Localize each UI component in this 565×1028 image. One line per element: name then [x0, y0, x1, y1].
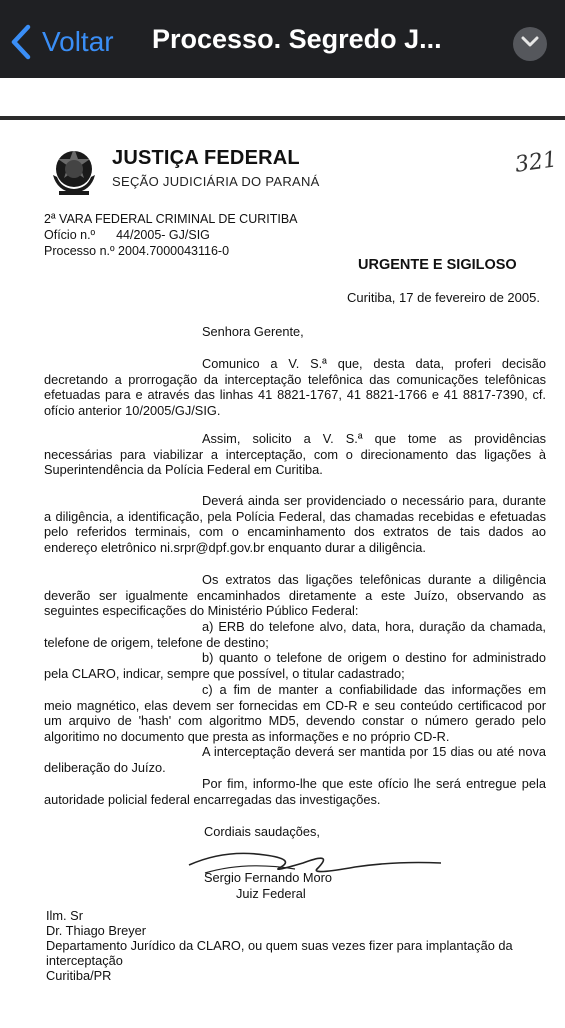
urgency-label: URGENTE E SIGILOSO [358, 257, 517, 273]
address-line-4: interceptação [46, 953, 123, 968]
oficio-value: 44/2005- GJ/SIG [116, 228, 210, 242]
list-item-a: a) ERB do telefone alvo, data, hora, duração da chamada, telefone de origem, telefone de destino; [44, 619, 546, 650]
list-item-b: b) quanto o telefone de origem o destino for administrado pela CLARO, indicar, sempre que possível, o titular cadastrado; [44, 650, 546, 681]
organization-name: JUSTIÇA FEDERAL [112, 147, 300, 169]
list-item-c: c) a fim de manter a confiabilidade das informações em meio magnético, elas devem ser fornecidas em CD-R e seu conteúdo certificacod por um arquivo de 'hash' com algoritmo MD5, devendo constar o número gerado pelo algoritimo no documento que presta as informações e no próprio CD-R. [44, 682, 546, 744]
navigation-bar [0, 0, 565, 78]
oficio-line [44, 228, 210, 242]
oficio-label: Ofício n.º [44, 228, 96, 242]
address-line-5: Curitiba/PR [46, 968, 112, 983]
chevron-left-icon [10, 24, 32, 60]
paragraph-1: Comunico a V. S.ª que, desta data, proferi decisão decretando a prorrogação da interceptação telefônica das comunicações telefônicas efetuadas para e através das linhas 41 8821-1767, 41 8821-1766 e 41 8817-7390, cf. ofício anterior 10/2005/GJ/SIG. [44, 356, 546, 418]
paragraph-4: Os extratos das ligações telefônicas durante a diligência deverão ser igualmente encaminhados diretamente a este Juízo, observando as seguintes especificações do Ministério Público Federal: [44, 572, 546, 618]
address-line-1: Ilm. Sr [46, 908, 83, 923]
organization-subtitle: SEÇÃO JUDICIÁRIA DO PARANÁ [112, 174, 320, 189]
page-title: Processo. Segredo J... [152, 24, 442, 54]
back-label: Voltar [42, 26, 114, 57]
more-menu-button[interactable] [513, 27, 547, 61]
paragraph-6: Por fim, informo-lhe que este ofício lhe será entregue pela autoridade policial federal encarregadas das investigações. [44, 776, 546, 807]
back-button[interactable] [10, 22, 114, 62]
paragraph-5: A interceptação deverá ser mantida por 15 dias ou até nova deliberação do Juízo. [44, 744, 546, 775]
chevron-down-icon [521, 35, 539, 53]
signer-title: Juiz Federal [236, 886, 306, 901]
handwritten-page-number: 321 [513, 147, 559, 178]
coat-of-arms-icon [47, 145, 101, 202]
address-line-2: Dr. Thiago Breyer [46, 923, 147, 938]
closing: Cordiais saudações, [204, 824, 320, 839]
document-date: Curitiba, 17 de fevereiro de 2005. [347, 290, 540, 305]
court-name: 2ª VARA FEDERAL CRIMINAL DE CURITIBA [44, 212, 298, 226]
process-number: Processo n.º 2004.7000043116-0 [44, 244, 230, 258]
address-line-3: Departamento Jurídico da CLARO, ou quem suas vezes fizer para implantação da [46, 938, 513, 953]
paragraph-3: Deverá ainda ser providenciado o necessário para, durante a diligência, a identificação, pela Polícia Federal, das chamadas recebidas e efetuadas pelo referidos terminais, com o encaminhamento dos extratos de tais dados ao endereço eletrônico ni.srpr@dpf.gov.br enquanto durar a diligência. [44, 493, 546, 555]
salutation: Senhora Gerente, [202, 324, 304, 339]
paragraph-2: Assim, solicito a V. S.ª que tome as providências necessárias para viabilizar a interceptação, com o direcionamento das ligações à Superintendência da Polícia Federal em Curitiba. [44, 431, 546, 477]
signer-name: Sergio Fernando Moro [204, 870, 333, 885]
